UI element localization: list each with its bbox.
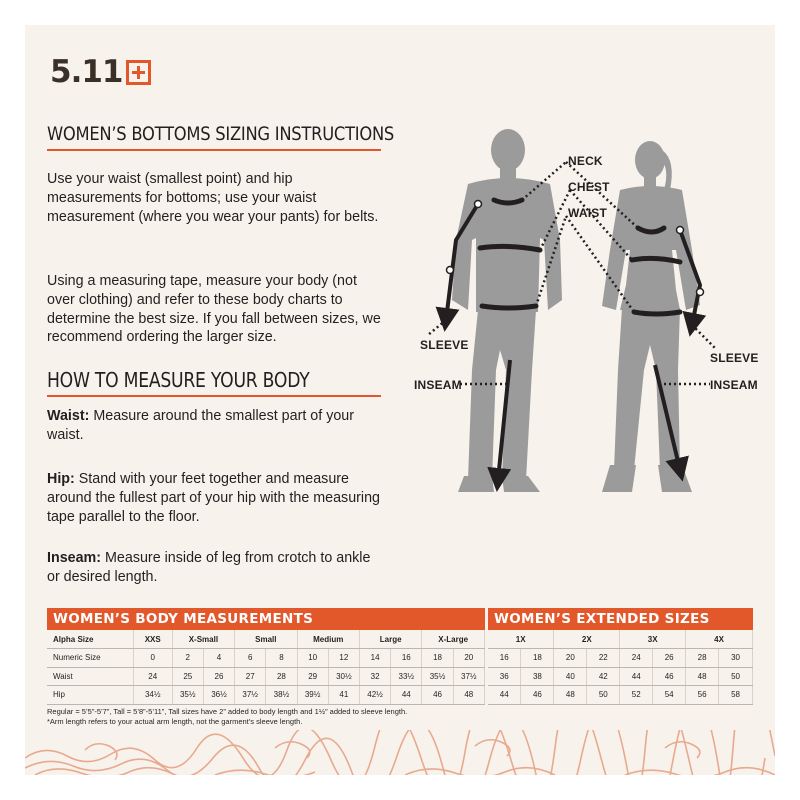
alpha-size-cell: X-Small xyxy=(172,630,234,649)
table-cell: 16 xyxy=(391,649,422,668)
label-sleeve-left: SLEEVE xyxy=(420,338,469,352)
logo-text: 5.11 xyxy=(50,54,123,90)
table-row xyxy=(47,649,485,668)
topographic-pattern xyxy=(25,730,775,775)
sizing-title-rule xyxy=(47,149,381,151)
table-cell: 46 xyxy=(653,667,686,686)
table-cell: 36½ xyxy=(203,686,234,705)
size-guide-page xyxy=(25,25,775,775)
table-cell: 37½ xyxy=(453,667,484,686)
extended-sizes-table xyxy=(488,630,753,705)
female-silhouette xyxy=(602,141,700,492)
table-cell: 56 xyxy=(686,686,719,705)
table-row xyxy=(488,630,753,649)
alpha-size-cell: 4X xyxy=(686,630,753,649)
alpha-size-cell: XXS xyxy=(133,630,172,649)
table-cell: 0 xyxy=(133,649,172,668)
table-cell: 27 xyxy=(235,667,266,686)
table-cell: 28 xyxy=(266,667,297,686)
table-cell: 10 xyxy=(297,649,328,668)
table-cell: 8 xyxy=(266,649,297,668)
table-cell: 50 xyxy=(587,686,620,705)
table-cell: 35½ xyxy=(422,667,453,686)
sizing-paragraph-2: Using a measuring tape, measure your body (not over clothing) and refer to these body charts to determine the best size. If you fall between sizes, we recommend ordering the larger size. xyxy=(47,273,381,346)
logo-plus-icon xyxy=(126,60,151,85)
table-cell: 28 xyxy=(686,649,719,668)
alpha-size-cell: 3X xyxy=(620,630,686,649)
table-cell: 36 xyxy=(488,667,521,686)
table-cell: 24 xyxy=(133,667,172,686)
measure-inseam-term: Inseam: xyxy=(47,550,102,566)
table-cell: 6 xyxy=(235,649,266,668)
table-cell: 12 xyxy=(328,649,359,668)
label-neck: NECK xyxy=(568,154,603,168)
table-cell: 46 xyxy=(422,686,453,705)
brand-logo xyxy=(50,54,151,90)
alpha-size-cell: 2X xyxy=(554,630,620,649)
measure-waist-desc: Measure around the smallest part of your waist. xyxy=(47,408,355,443)
alpha-size-cell: Medium xyxy=(297,630,359,649)
table-row xyxy=(47,686,485,705)
table-cell: 4 xyxy=(203,649,234,668)
measure-hip xyxy=(47,470,387,526)
table-cell: 34½ xyxy=(133,686,172,705)
sizing-title: WOMEN’S BOTTOMS SIZING INSTRUCTIONS xyxy=(47,123,395,145)
alpha-size-label: Alpha Size xyxy=(47,630,133,649)
table-cell: 35½ xyxy=(172,686,203,705)
table-row xyxy=(47,630,485,649)
table-cell: 40 xyxy=(554,667,587,686)
table-cell: 52 xyxy=(620,686,653,705)
measure-title-rule xyxy=(47,395,381,397)
note-lengths: Regular = 5’5”-5’7”, Tall = 5’8”-5’11”, Tall sizes have 2” added to body length and 1½” added to sleeve length. xyxy=(47,707,408,716)
table-cell: 48 xyxy=(554,686,587,705)
table-row xyxy=(488,686,753,705)
measure-title: HOW TO MEASURE YOUR BODY xyxy=(47,368,310,392)
table-cell: 26 xyxy=(653,649,686,668)
table-cell: 46 xyxy=(521,686,554,705)
table-cell: 24 xyxy=(620,649,653,668)
table-cell: 25 xyxy=(172,667,203,686)
table-row xyxy=(488,649,753,668)
label-inseam-left: INSEAM xyxy=(414,378,462,392)
table-cell: 20 xyxy=(554,649,587,668)
table-cell: 14 xyxy=(359,649,390,668)
table-cell: 18 xyxy=(422,649,453,668)
table-cell: 16 xyxy=(488,649,521,668)
table-cell: 22 xyxy=(587,649,620,668)
table-cell: 39½ xyxy=(297,686,328,705)
alpha-size-cell: Small xyxy=(235,630,297,649)
table-row xyxy=(47,667,485,686)
table-cell: 20 xyxy=(453,649,484,668)
table-cell: 33½ xyxy=(391,667,422,686)
measure-inseam-desc: Measure inside of leg from crotch to ankle or desired length. xyxy=(47,550,371,585)
table-cell: 42½ xyxy=(359,686,390,705)
body-table-header: WOMEN’S BODY MEASUREMENTS xyxy=(47,608,485,630)
table-cell: 54 xyxy=(653,686,686,705)
table-cell: 2 xyxy=(172,649,203,668)
row-label: Waist xyxy=(47,667,133,686)
label-sleeve-right: SLEEVE xyxy=(710,351,759,365)
note-arm-length: *Arm length refers to your actual arm length, not the garment’s sleeve length. xyxy=(47,717,303,726)
table-cell: 18 xyxy=(521,649,554,668)
measure-hip-term: Hip: xyxy=(47,471,75,487)
table-cell: 58 xyxy=(719,686,753,705)
alpha-size-cell: 1X xyxy=(488,630,554,649)
measure-inseam xyxy=(47,549,387,587)
measure-hip-desc: Stand with your feet together and measure around the fullest part of your hip with the measuring tape parallel to the floor. xyxy=(47,471,380,525)
alpha-size-cell: X-Large xyxy=(422,630,485,649)
table-cell: 48 xyxy=(453,686,484,705)
measure-waist xyxy=(47,407,387,445)
table-cell: 38½ xyxy=(266,686,297,705)
table-cell: 50 xyxy=(719,667,753,686)
sizing-paragraph-1: Use your waist (smallest point) and hip measurements for bottoms; use your waist measurement (where you wear your pants) for belts. xyxy=(47,171,379,225)
label-waist: WAIST xyxy=(568,206,607,220)
table-cell: 41 xyxy=(328,686,359,705)
body-measurements-table xyxy=(47,630,485,705)
table-cell: 30 xyxy=(719,649,753,668)
extended-table-header: WOMEN’S EXTENDED SIZES xyxy=(488,608,753,630)
table-cell: 38 xyxy=(521,667,554,686)
label-chest: CHEST xyxy=(568,180,610,194)
male-waist-band xyxy=(482,306,536,308)
female-waist-band xyxy=(634,312,680,314)
table-cell: 42 xyxy=(587,667,620,686)
table-cell: 29 xyxy=(297,667,328,686)
table-cell: 30½ xyxy=(328,667,359,686)
row-label: Hip xyxy=(47,686,133,705)
row-label: Numeric Size xyxy=(47,649,133,668)
table-cell: 37½ xyxy=(235,686,266,705)
label-inseam-right: INSEAM xyxy=(710,378,758,392)
alpha-size-cell: Large xyxy=(359,630,421,649)
table-cell: 32 xyxy=(359,667,390,686)
table-cell: 44 xyxy=(488,686,521,705)
measure-waist-term: Waist: xyxy=(47,408,90,424)
male-silhouette xyxy=(452,129,562,492)
table-cell: 44 xyxy=(620,667,653,686)
table-row xyxy=(488,667,753,686)
body-measurement-figure xyxy=(380,120,775,520)
table-cell: 48 xyxy=(686,667,719,686)
table-cell: 26 xyxy=(203,667,234,686)
table-cell: 44 xyxy=(391,686,422,705)
